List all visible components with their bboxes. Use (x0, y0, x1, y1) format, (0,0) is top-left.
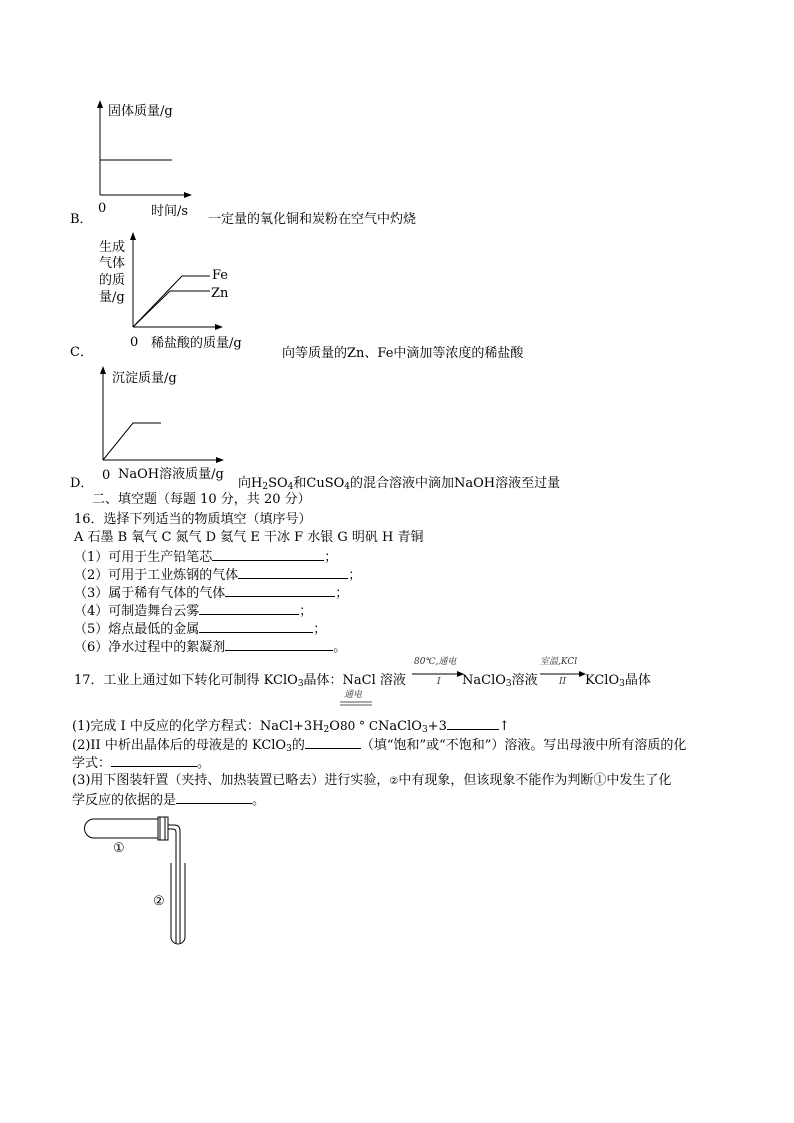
q16-item-1: （1）可用于生产铅笔芯 ； (74, 550, 338, 565)
q17-end-product: KClO$_3$晶体 (585, 673, 651, 689)
graph-d-origin: 0 (102, 468, 111, 483)
graph-c-ylabel-1: 生成 (99, 240, 126, 255)
answer-blank[interactable] (225, 638, 333, 651)
q17-stem: 17．工业上通过如下转化可制得 KClO$_3$晶体：NaCl 溶液 (74, 673, 406, 689)
tube2-label: ② (153, 894, 165, 909)
q17-part3: (3)用下图装轩置（夹持、加热装置已略去）进行实验，②中有现象，但该现象不能作为判断①中发生了化 (72, 773, 672, 788)
q17-part3-line2: 学反应的依据的是 。 (72, 793, 266, 808)
q16-item-4: （4）可制造舞台云雾 ； (74, 604, 313, 619)
arrow1-condition: 80℃,通电 (414, 657, 457, 667)
graph-d-ylabel: 沉淀质量/g (112, 371, 177, 386)
q17-part2-line2: 学式： 。 (72, 756, 211, 771)
arrow2-step: II (559, 677, 567, 687)
option-d-letter: D． (70, 476, 94, 491)
answer-blank[interactable] (212, 548, 324, 561)
section-heading: 二、填空题（每题 10 分，共 20 分） (92, 492, 311, 507)
q17-part2: (2)II 中析出晶体后的母液是的 KClO$_3$的 （填“饱和”或“不饱和”）溶液。写出母液中所有溶质的化 (72, 738, 687, 754)
answer-blank[interactable] (225, 584, 335, 597)
q17-mid-product: NaClO$_3$溶液 (462, 673, 538, 689)
q16-item-3: （3）属于稀有气体的气体 ； (74, 586, 349, 601)
arrow1-step: I (437, 677, 441, 687)
graph-c-ylabel-3: 的质 (99, 273, 126, 288)
graph-c-xlabel: 稀盐酸的质量/g (151, 336, 242, 351)
condition-double-line (340, 701, 374, 707)
answer-blank[interactable] (199, 620, 313, 633)
answer-blank[interactable] (305, 736, 361, 749)
q17-condition-label: 通电 (344, 690, 363, 700)
graph-d-xlabel: NaOH溶液质量/g (118, 467, 224, 482)
answer-blank[interactable] (199, 602, 299, 615)
option-b-letter: B． (70, 212, 93, 227)
graph-b-origin: 0 (98, 201, 107, 216)
apparatus-diagram (74, 815, 204, 950)
graph-c-ylabel-2: 气体 (99, 256, 126, 271)
answer-blank[interactable] (176, 791, 252, 804)
answer-blank[interactable] (238, 566, 348, 579)
option-b-desc: 一定量的氧化铜和炭粉在空气中灼烧 (208, 212, 417, 227)
q16-item-5: （5）熔点最低的金属 ； (74, 622, 327, 637)
option-c-letter: C． (70, 345, 93, 360)
option-c-desc: 向等质量的Zn、Fe中滴加等浓度的稀盐酸 (282, 346, 524, 361)
answer-blank[interactable] (111, 754, 197, 767)
q17-part1: (1)完成 I 中反应的化学方程式：$NaCl+3H_2O80$ ° CNaClO$_3$+3 ↑ (72, 719, 510, 735)
graph-b-xlabel: 时间/s (151, 204, 189, 219)
arrow2-condition: 室温,KCl (540, 657, 578, 667)
answer-blank[interactable] (447, 717, 499, 730)
option-d-desc: 向$H_2SO_4$和CuSO$_4$的混合溶液中滴加NaOH溶液至过量 (238, 476, 561, 492)
q16-item-6: （6）净水过程中的絮凝剂 。 (74, 640, 347, 655)
q16-stem: 16．选择下列适当的物质填空（填序号） (74, 512, 312, 527)
graph-c-origin: 0 (130, 335, 139, 350)
graph-c-fe-label: Fe (212, 268, 229, 283)
q16-options: A 石墨 B 氧气 C 氮气 D 氦气 E 干冰 F 水银 G 明矾 H 青铜 (74, 530, 424, 545)
graph-b-ylabel: 固体质量/g (108, 104, 173, 119)
graph-c-zn-label: Zn (211, 286, 229, 301)
graph-c-ylabel-4: 量/g (99, 290, 125, 305)
q16-item-2: （2）可用于工业炼钢的气体 ； (74, 568, 362, 583)
tube1-label: ① (113, 841, 125, 856)
